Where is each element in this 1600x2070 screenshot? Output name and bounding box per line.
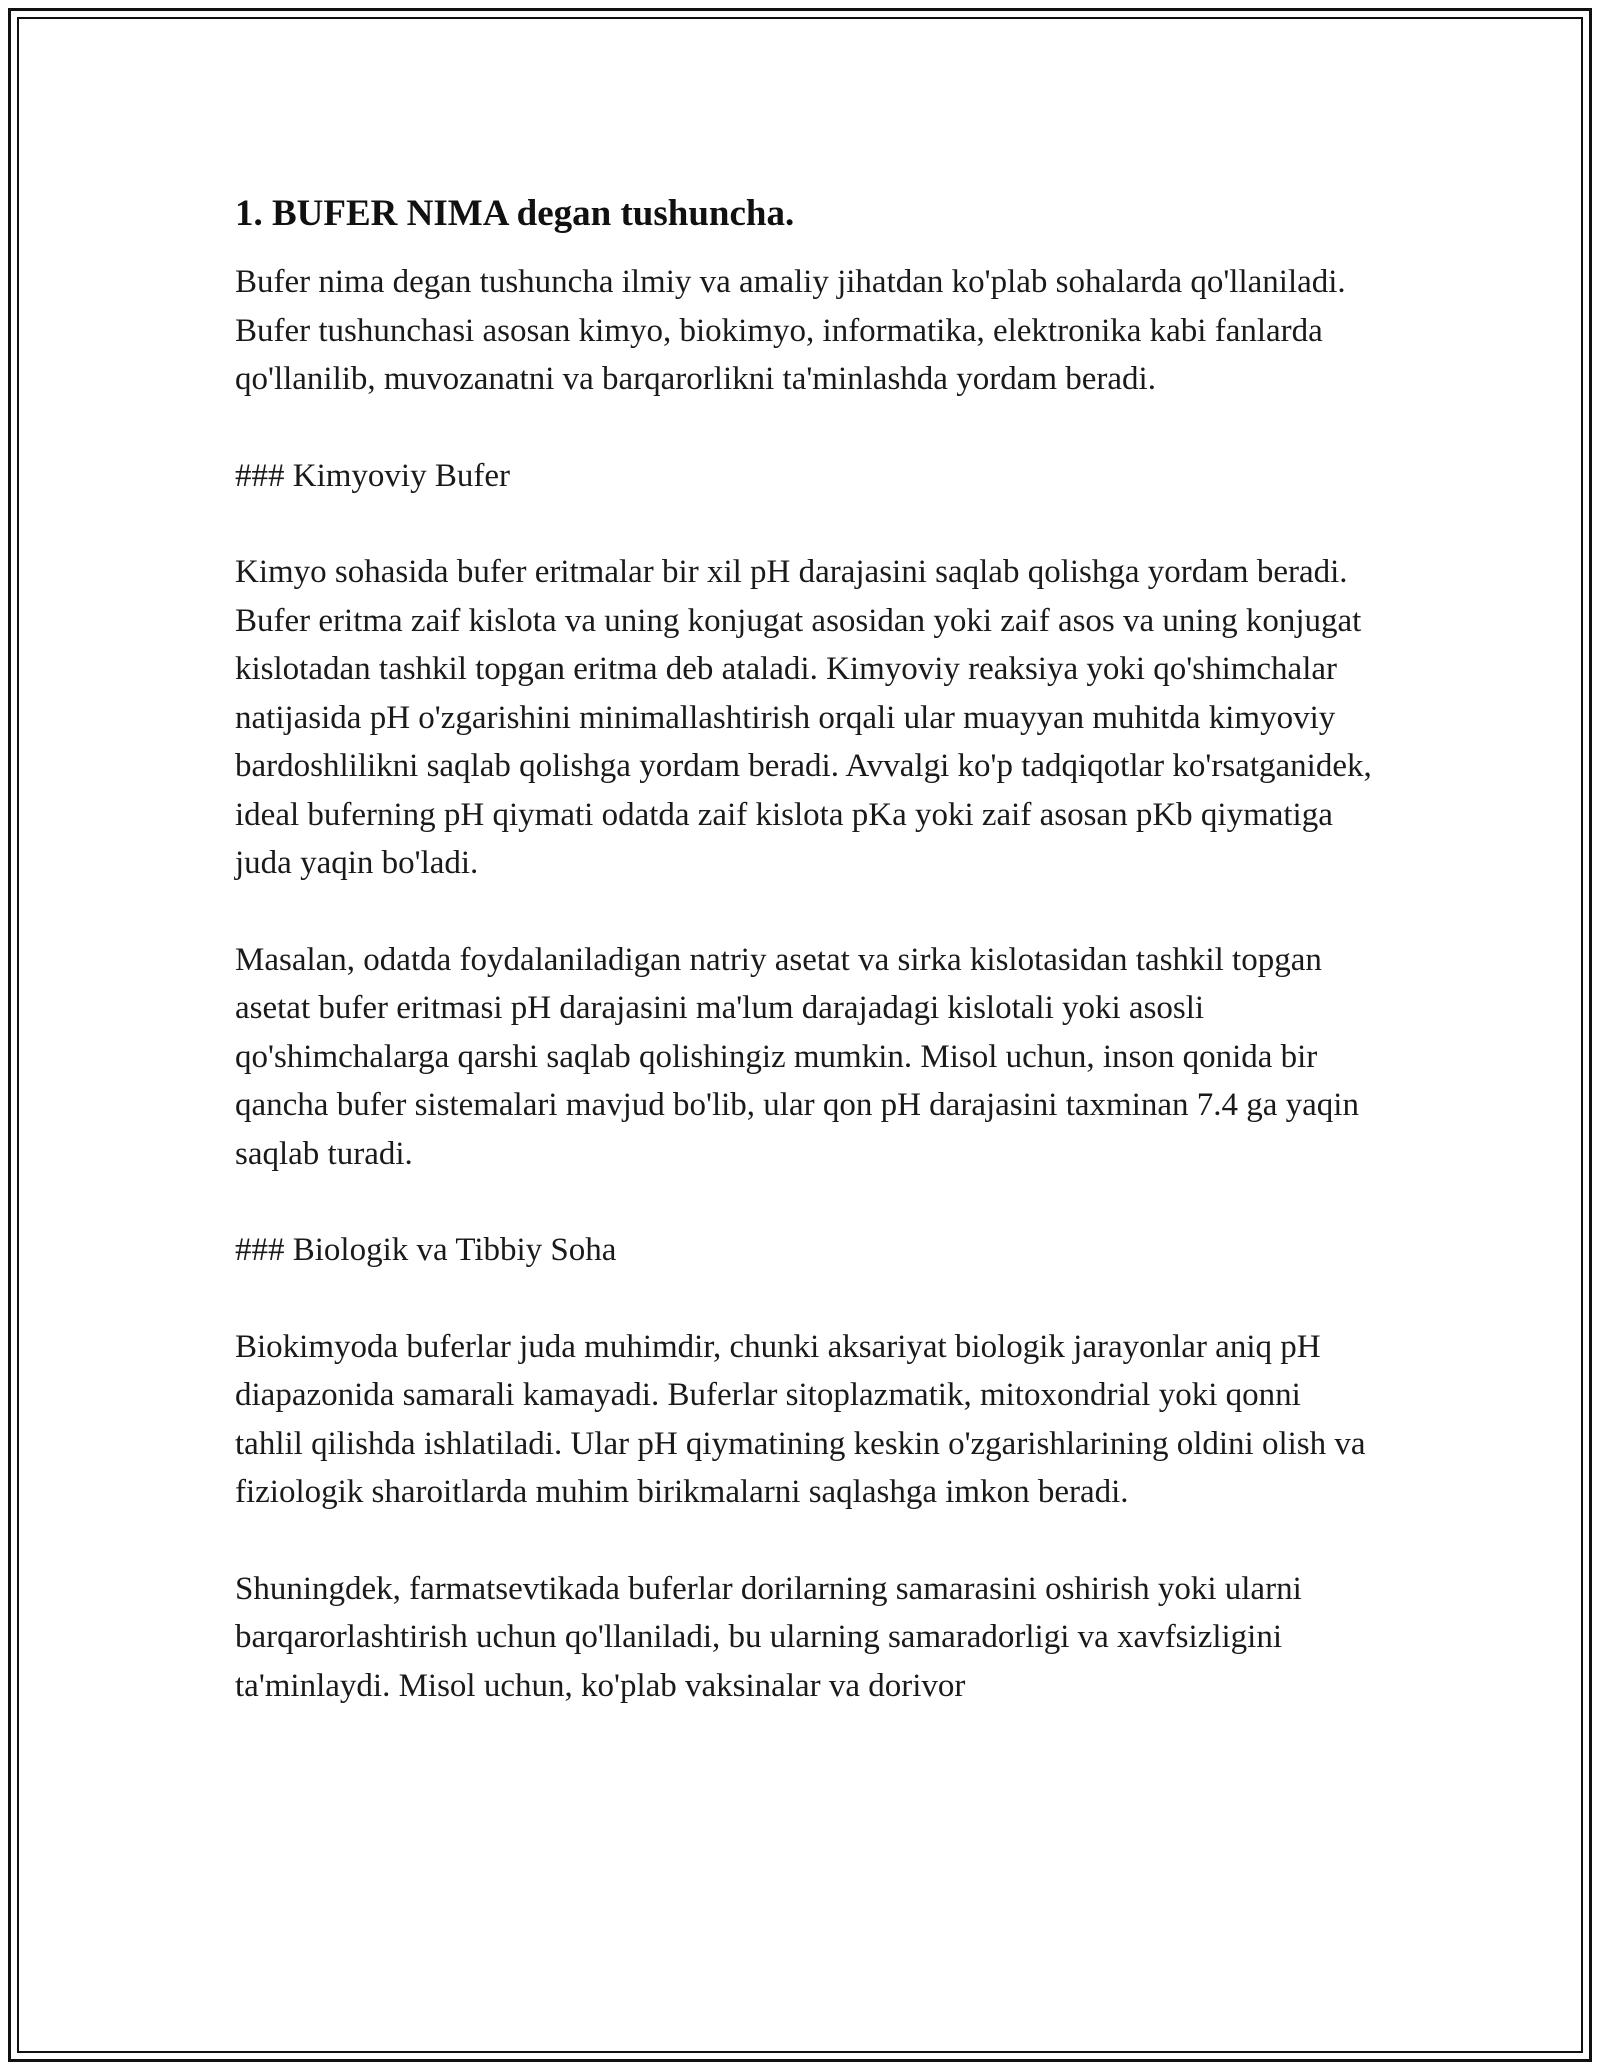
example-paragraph: Masalan, odatda foydalaniladigan natriy asetat va sirka kislotasidan tashkil topgan asetat bufer eritmasi pH darajasini ma'lum darajadagi kislotali yoki asosli qo'shimchalarga qarshi saqlab qolishingiz mumkin. Misol uchun, inson qonida bir qancha bufer sistemalari mavjud bo'lib, ular qon pH darajasini taxminan 7.4 ga yaqin saqlab turadi. <box>235 941 1359 1172</box>
intro-paragraph: Bufer nima degan tushuncha ilmiy va amaliy jihatdan ko'plab sohalarda qo'llaniladi. Bufer tushunchasi asosan kimyo, biokimyo, informatika, elektronika kabi fanlarda qo'llanilib, muvozanatni va barqarorlikni ta'minlashda yordam beradi. <box>235 264 1346 397</box>
section-heading: 1. BUFER NIMA degan tushuncha. <box>235 193 795 234</box>
pharmacy-paragraph: Shuningdek, farmatsevtikada buferlar dorilarning samarasini oshirish yoki ularni barqarorlashtirish uchun qo'llaniladi, bu ularning samaradorligi va xavfsizligini ta'minlaydi. Misol uchun, ko'plab vaksinalar va dorivor <box>235 1570 1302 1704</box>
subheading-biologik-tibbiy: ### Biologik va Tibbiy Soha <box>235 1232 617 1268</box>
biochemistry-paragraph: Biokimyoda buferlar juda muhimdir, chunki aksariyat biologik jarayonlar aniq pH diapazonida samarali kamayadi. Buferlar sitoplazmatik, mitoxondrial yoki qonni tahlil qilishda ishlatiladi. Ular pH qiymatining keskin o'zgarishlarining oldini olish va fiziologik sharoitlarda muhim birikmalarni saqlashga imkon beradi. <box>235 1328 1366 1510</box>
document-body <box>235 190 1375 1758</box>
subheading-kimyoviy-bufer: ### Kimyoviy Bufer <box>235 457 510 494</box>
chemistry-paragraph: Kimyo sohasida bufer eritmalar bir xil pH darajasini saqlab qolishga yordam beradi. Bufer eritma zaif kislota va uning konjugat asosidan yoki zaif asos va uning konjugat kislotadan tashkil topgan eritma deb ataladi. Kimyoviy reaksiya yoki qo'shimchalar natijasida pH o'zgarishini minimallashtirish orqali ular muayyan muhitda kimyoviy bardoshlilikni saqlab qolishga yordam beradi. Avvalgi ko'p tadqiqotlar ko'rsatganidek, ideal buferning pH qiymati odatda zaif kislota pKa yoki zaif asosan pKb qiymatiga juda yaqin bo'ladi. <box>235 554 1372 881</box>
